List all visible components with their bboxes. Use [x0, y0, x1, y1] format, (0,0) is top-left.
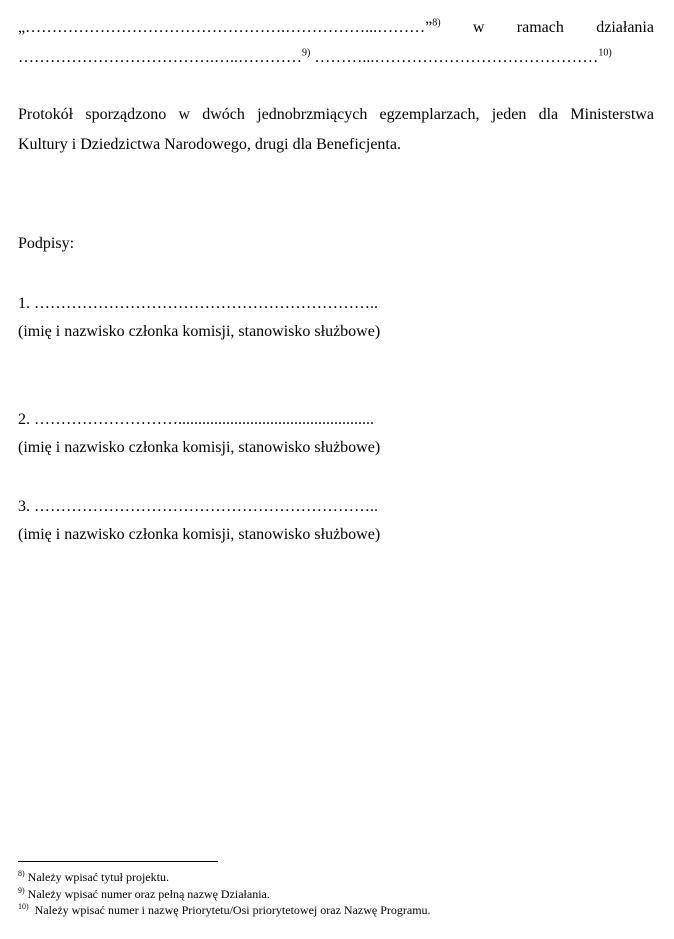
signature-caption-3: (imię i nazwisko członka komisji, stanowisko służbowe) [18, 526, 381, 543]
priority-name-blank: ………...……………………………………$^{10)}$ [314, 47, 612, 66]
signature-line-2: 2. ………………………................................................. [18, 411, 374, 428]
footnote-ref-10: 10) [598, 47, 612, 59]
header-word-3: działania [596, 19, 654, 36]
footnote-9: $^{9)}$ Należy wpisać numer oraz pełną nazwę Działania. [18, 886, 270, 901]
signatures-heading: Podpisy: [18, 235, 75, 252]
action-name-blank: ……………………………….…..…………$^{9)}$ [18, 47, 311, 66]
signature-line-3: 3. ……………………………………………………….. [18, 498, 378, 515]
header-word-2: ramach [516, 19, 564, 36]
signature-caption-1: (imię i nazwisko członka komisji, stanowisko służbowe) [18, 323, 381, 340]
protocol-line-1: Protokół sporządzono w dwóch jednobrzmiących egzemplarzach, jeden dla Ministerstwa [18, 106, 654, 123]
project-title-blank: „………………………………………….……………...………”$^{8)}$ [18, 17, 441, 36]
signature-line-1: 1. ……………………………………………………….. [18, 295, 378, 312]
footnote-ref-9: 9) [302, 47, 311, 59]
footnote-8: $^{8)}$ Należy wpisać tytuł projektu. [18, 869, 169, 884]
header-line-1 [18, 18, 654, 38]
protocol-line-2: Kultury i Dziedzictwa Narodowego, drugi dla Beneficjenta. [18, 136, 401, 153]
protocol-paragraph [18, 100, 654, 160]
header-line-2 [18, 48, 654, 68]
footnote-ref-8: 8) [432, 17, 441, 29]
signature-caption-2: (imię i nazwisko członka komisji, stanowisko służbowe) [18, 439, 381, 456]
footnote-10: $^{10)}$ Należy wpisać numer i nazwę Priorytetu/Osi priorytetowej oraz Nazwę Programu. [18, 902, 431, 917]
footnote-separator [18, 861, 218, 862]
header-word-1: w [472, 19, 485, 36]
